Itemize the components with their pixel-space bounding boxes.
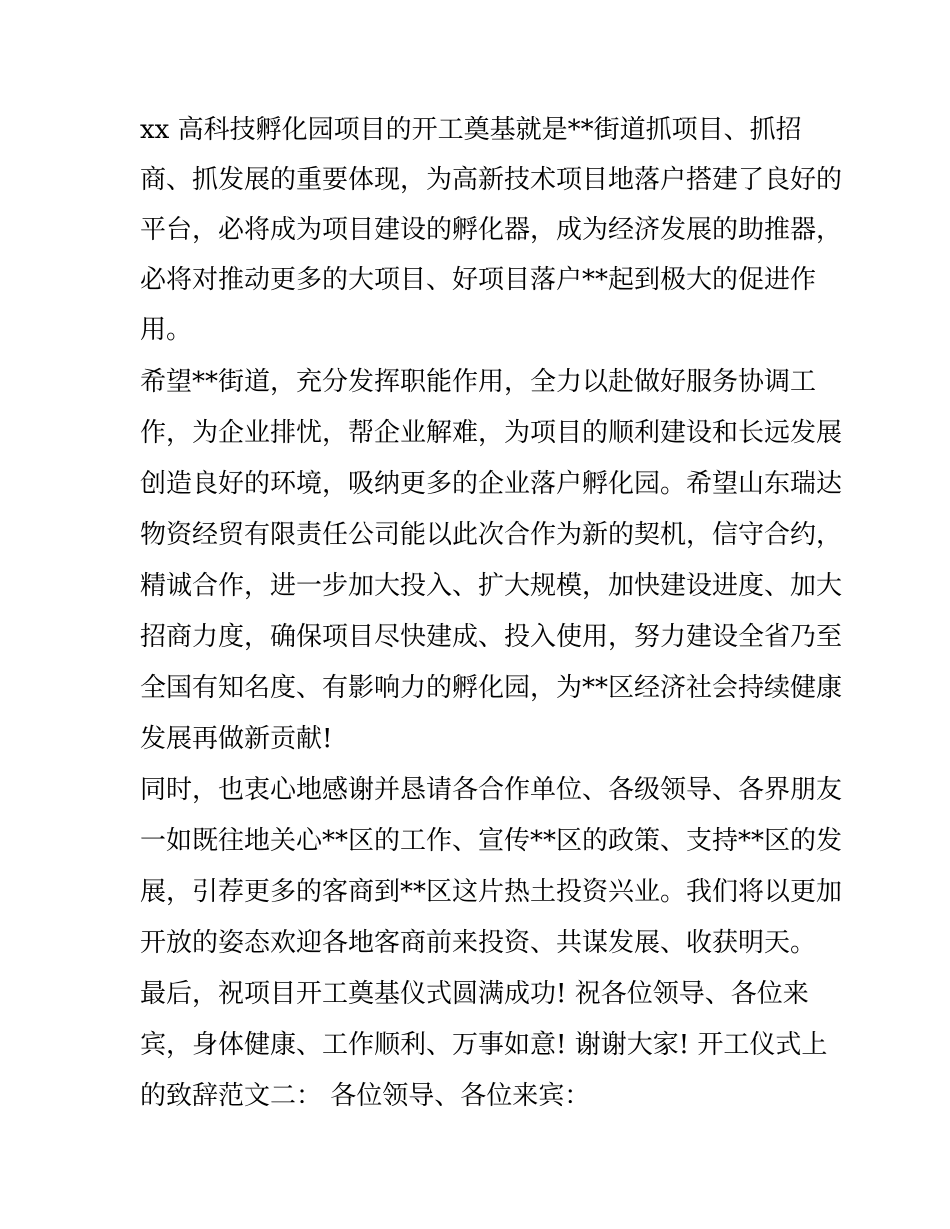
text-line-20: 的致辞范文二： 各位领导、各位来宾： — [140, 1081, 591, 1111]
text-line-7: 作，为企业排忧，帮企业解难，为项目的顺利建设和长远发展 — [140, 418, 843, 448]
text-line-14: 同时，也衷心地感谢并恳请各合作单位、各级领导、各界朋友 — [140, 775, 843, 805]
text-line-12: 全国有知名度、有影响力的孵化园，为**区经济社会持续健康 — [140, 673, 843, 703]
text-line-13: 发展再做新贡献! — [140, 724, 333, 754]
text-line-1: xx 高科技孵化园项目的开工奠基就是**街道抓项目、抓招 — [140, 115, 802, 145]
text-line-17: 开放的姿态欢迎各地客商前来投资、共谋发展、收获明天。 — [140, 928, 817, 958]
text-line-4: 必将对推动更多的大项目、好项目落户**起到极大的促进作 — [140, 265, 817, 295]
text-line-6: 希望**街道，充分发挥职能作用，全力以赴做好服务协调工 — [140, 367, 817, 397]
text-line-8: 创造良好的环境，吸纳更多的企业落户孵化园。希望山东瑞达 — [140, 469, 843, 499]
text-line-5: 用。 — [140, 315, 193, 345]
text-line-10: 精诚合作，进一步加大投入、扩大规模，加快建设进度、加大 — [140, 571, 843, 601]
text-line-3: 平台，必将成为项目建设的孵化器，成为经济发展的助推器， — [140, 215, 843, 245]
text-line-9: 物资经贸有限责任公司能以此次合作为新的契机，信守合约， — [140, 520, 843, 550]
text-line-15: 一如既往地关心**区的工作、宣传**区的政策、支持**区的发 — [140, 826, 843, 856]
text-line-11: 招商力度，确保项目尽快建成、投入使用，努力建设全省乃至 — [140, 622, 843, 652]
text-line-2: 商、抓发展的重要体现，为高新技术项目地落户搭建了良好的 — [140, 165, 843, 195]
text-line-16: 展，引荐更多的客商到**区这片热土投资兴业。我们将以更加 — [140, 877, 843, 907]
text-line-18: 最后，祝项目开工奠基仪式圆满成功! 祝各位领导、各位来 — [140, 979, 809, 1009]
text-line-19: 宾，身体健康、工作顺利、万事如意! 谢谢大家! 开工仪式上 — [140, 1030, 828, 1060]
